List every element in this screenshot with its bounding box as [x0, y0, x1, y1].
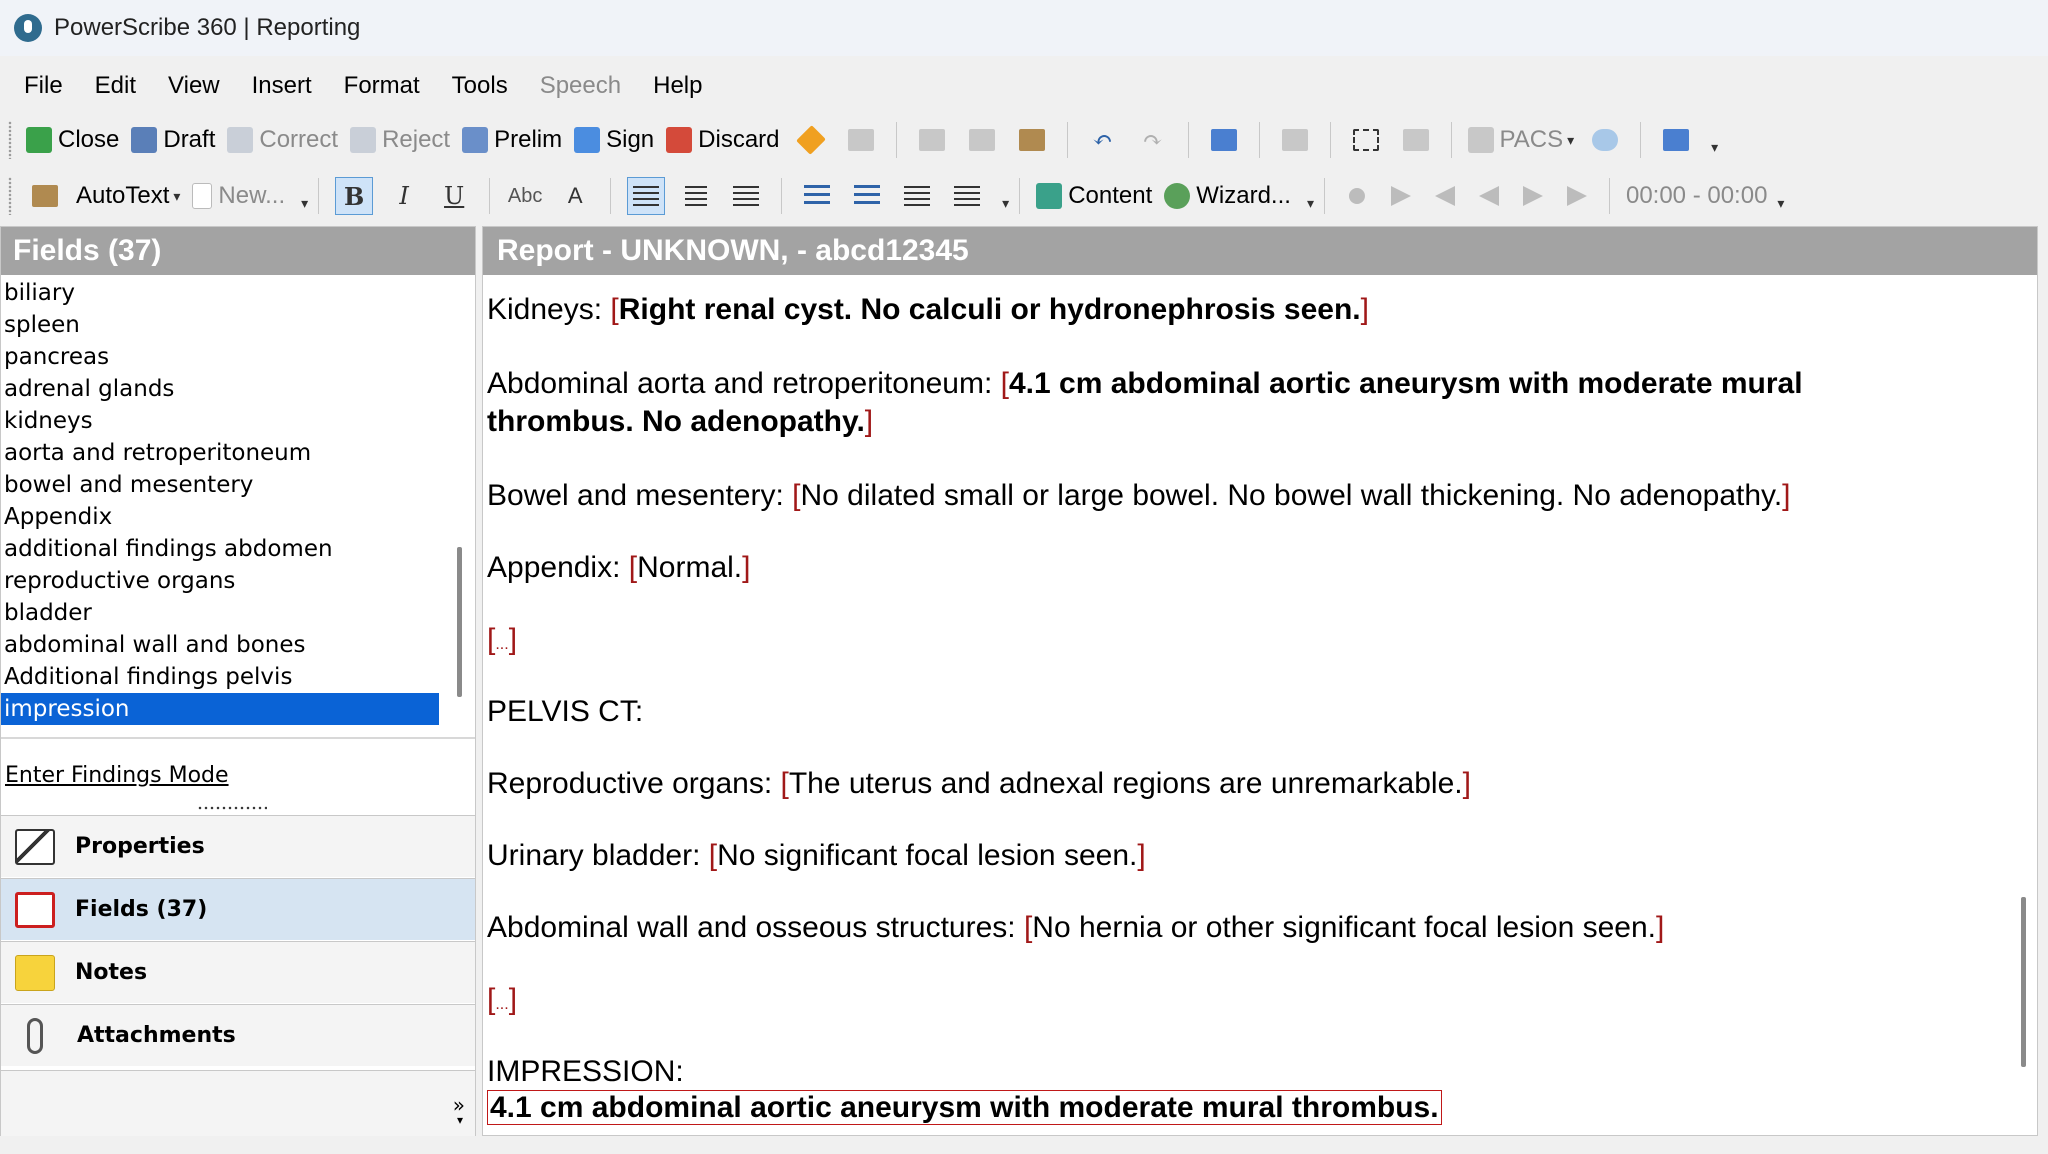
prelim-icon: [462, 127, 488, 153]
pelvis-heading: PELVIS CT:: [487, 695, 644, 728]
draft-button[interactable]: [125, 118, 221, 162]
field-bracket-close: ]: [1462, 767, 1471, 800]
report-line-kidneys: [487, 293, 1369, 327]
align-left-button[interactable]: [627, 177, 665, 215]
menu-insert[interactable]: Insert: [251, 72, 312, 99]
field-label: Bowel and mesentery:: [487, 479, 793, 512]
window-title: PowerScribe 360 | Reporting: [54, 14, 361, 41]
chevron-down-icon: ▾: [173, 187, 181, 204]
skip-end-icon[interactable]: [1567, 186, 1587, 206]
image-icon: [1403, 129, 1429, 151]
toolbar-grip[interactable]: [8, 177, 12, 215]
report-line-appendix: [487, 551, 750, 585]
redo-icon: ↷: [1142, 126, 1163, 154]
separator: [1640, 122, 1641, 158]
separator: [610, 178, 611, 214]
field-value-wall[interactable]: No hernia or other significant focal lesion seen.: [1032, 911, 1656, 944]
sign-icon: [574, 127, 600, 153]
field-bracket-close: ]: [508, 983, 518, 1016]
field-bracket-close: ]: [1655, 911, 1665, 944]
copy-icon: [969, 129, 995, 151]
discard-icon: [666, 127, 692, 153]
discard-label: Discard: [698, 126, 780, 153]
field-bracket-close: ]: [864, 405, 874, 438]
splitter-grip[interactable]: [197, 805, 267, 811]
empty-field-pelvis[interactable]: ...: [495, 996, 509, 1013]
bold-button[interactable]: B: [335, 177, 373, 215]
align-center-icon: [685, 186, 707, 206]
separator: [1067, 122, 1068, 158]
list-item[interactable]: abdominal wall and bones: [4, 632, 306, 658]
content-button[interactable]: [1030, 174, 1158, 218]
report-panel: [482, 226, 2038, 1136]
chevron-down-icon: ▾: [1567, 131, 1575, 148]
redo-button[interactable]: [1134, 121, 1172, 159]
wizard-icon: [1164, 183, 1190, 209]
paste-icon: [1019, 129, 1045, 151]
pacs-label: PACS: [1499, 126, 1564, 153]
menu-file[interactable]: File: [24, 72, 63, 99]
report-toolbar: [0, 114, 2048, 166]
field-value-bladder[interactable]: No significant focal lesion seen.: [717, 839, 1138, 872]
separator: [489, 178, 490, 214]
select-region-button[interactable]: [1347, 121, 1385, 159]
wizard-dropdown-icon[interactable]: ▾: [1306, 196, 1314, 212]
reject-button[interactable]: [344, 118, 456, 162]
undo-button[interactable]: [1084, 121, 1122, 159]
menu-view[interactable]: View: [168, 72, 220, 99]
impression-field-active[interactable]: 4.1 cm abdominal aortic aneurysm with moderate mural thrombus.: [487, 1090, 1442, 1125]
reject-label: Reject: [382, 126, 451, 153]
field-bracket-open: [: [610, 293, 619, 326]
list-item[interactable]: adrenal glands: [4, 376, 175, 402]
field-value-reproductive[interactable]: The uterus and adnexal regions are unremarkable.: [788, 767, 1463, 800]
link-icon: [848, 129, 874, 151]
field-bracket-open: [: [708, 839, 718, 872]
separator: [1324, 178, 1325, 214]
report-line-bladder: [487, 839, 1146, 873]
nav-fields[interactable]: [1, 878, 475, 940]
align-left-icon: [633, 186, 659, 206]
link-button[interactable]: [842, 121, 880, 159]
title-bar: [0, 0, 2048, 56]
rewind-icon[interactable]: [1479, 186, 1499, 206]
report-line-aorta-cont: [487, 405, 873, 439]
draft-label: Draft: [163, 126, 216, 153]
list-item[interactable]: reproductive organs: [4, 568, 236, 594]
cut-button[interactable]: [913, 121, 951, 159]
findings-area: [1, 737, 475, 815]
field-label: Abdominal wall and osseous structures:: [487, 911, 1024, 944]
reject-icon: [350, 127, 376, 153]
field-bracket-open: [: [780, 767, 789, 800]
chevron-down-icon[interactable]: ▾: [456, 1113, 463, 1127]
autotext-icon: [32, 185, 58, 207]
format-overflow-icon[interactable]: ▾: [1002, 196, 1010, 212]
audio-time: 00:00 - 00:00: [1625, 182, 1768, 209]
align-center-button[interactable]: [677, 177, 715, 215]
image-button[interactable]: [1397, 121, 1435, 159]
select-region-icon: [1353, 129, 1379, 151]
copy-button[interactable]: [963, 121, 1001, 159]
prelim-label: Prelim: [494, 126, 563, 153]
separator: [1019, 178, 1020, 214]
bullet-list-icon: [854, 185, 880, 207]
list-item[interactable]: kidneys: [4, 408, 93, 434]
new-button[interactable]: [186, 174, 291, 218]
separator: [781, 178, 782, 214]
field-value-aorta-cont[interactable]: thrombus. No adenopathy.: [487, 405, 865, 438]
list-item[interactable]: biliary: [4, 280, 75, 306]
play-pause-icon[interactable]: [1391, 186, 1411, 206]
separator: [1451, 122, 1452, 158]
pacs-button[interactable]: [1462, 118, 1581, 162]
list-item-selected[interactable]: impression: [1, 693, 439, 725]
menu-edit[interactable]: Edit: [94, 72, 137, 99]
layout-icon: [1663, 129, 1689, 151]
list-item[interactable]: pancreas: [4, 344, 110, 370]
field-label: Appendix:: [487, 551, 629, 584]
increase-indent-button[interactable]: [948, 177, 986, 215]
sign-label: Sign: [606, 126, 655, 153]
format-toolbar: [0, 170, 2048, 222]
report-line-impression: [487, 1091, 1442, 1125]
undo-icon: ↶: [1092, 126, 1113, 154]
italic-button[interactable]: I: [399, 182, 409, 210]
fast-forward-icon[interactable]: [1523, 186, 1543, 206]
spellcheck-icon: [1211, 129, 1237, 151]
field-bracket-close: ]: [742, 551, 751, 584]
field-value-aorta[interactable]: 4.1 cm abdominal aortic aneurysm with moderate mural: [1008, 367, 1803, 400]
spellcheck-button[interactable]: [1205, 121, 1243, 159]
nav-attachments[interactable]: [1, 1004, 475, 1066]
field-bracket-open: [: [487, 983, 496, 1016]
field-value-kidneys[interactable]: Right renal cyst. No calculi or hydronephrosis seen.: [618, 293, 1361, 326]
record-icon[interactable]: [1347, 186, 1367, 206]
forward-button[interactable]: [1276, 121, 1314, 159]
report-editor[interactable]: [483, 275, 2013, 1135]
report-scrollbar[interactable]: [2021, 897, 2026, 1067]
report-line-aorta: [487, 367, 1803, 401]
field-bracket-close: ]: [1782, 479, 1791, 512]
decrease-indent-icon: [904, 186, 930, 206]
cloud-icon: [1592, 129, 1618, 151]
separator: [318, 178, 319, 214]
autotext-icon-button[interactable]: [26, 177, 64, 215]
field-value-appendix[interactable]: Normal.: [637, 551, 743, 584]
toolbar-overflow-icon[interactable]: ▾: [1711, 140, 1719, 156]
properties-icon: [15, 829, 55, 865]
autotext-label: AutoText: [76, 182, 170, 209]
field-bracket-open: [: [1000, 367, 1009, 400]
separator: [1188, 122, 1189, 158]
font-size-icon: A: [567, 183, 583, 208]
align-right-button[interactable]: [727, 177, 765, 215]
field-bracket-close: ]: [1360, 293, 1369, 326]
list-item[interactable]: spleen: [4, 312, 80, 338]
field-label: Abdominal aorta and retroperitoneum:: [487, 367, 1001, 400]
draft-icon: [131, 127, 157, 153]
separator: [1609, 178, 1610, 214]
report-line-bowel: [487, 479, 1791, 513]
fields-panel: [0, 226, 476, 1136]
sign-button[interactable]: [568, 118, 660, 162]
nav-properties-label: Properties: [75, 834, 205, 859]
strikethrough-button[interactable]: Abc: [507, 184, 543, 207]
correct-button[interactable]: [221, 118, 344, 162]
enter-findings-mode-link[interactable]: Enter Findings Mode: [5, 763, 229, 788]
nav-notes-label: Notes: [75, 960, 148, 985]
layout-button[interactable]: [1657, 121, 1695, 159]
notes-icon: [15, 955, 55, 991]
decrease-indent-button[interactable]: [898, 177, 936, 215]
menu-bar: [0, 62, 2048, 110]
fields-panel-header: Fields (37): [1, 227, 475, 275]
close-icon: [26, 127, 52, 153]
align-right-icon: [733, 186, 759, 206]
separator: [896, 122, 897, 158]
report-line-wall: [487, 911, 1664, 945]
numbered-list-icon: [804, 185, 830, 207]
chevron-double-right-icon[interactable]: »: [452, 1093, 465, 1117]
new-label: New...: [218, 182, 286, 209]
list-item[interactable]: bladder: [4, 600, 92, 626]
scissors-icon: [919, 129, 945, 151]
field-bracket-open: [: [1023, 911, 1033, 944]
field-label: Urinary bladder:: [487, 839, 709, 872]
paperclip-icon: [27, 1018, 43, 1054]
menu-speech[interactable]: Speech: [539, 72, 622, 99]
report-line-reproductive: [487, 767, 1471, 801]
list-item[interactable]: Additional findings pelvis: [4, 664, 293, 690]
menu-format[interactable]: Format: [343, 72, 420, 99]
correct-icon: [227, 127, 253, 153]
correct-label: Correct: [259, 126, 339, 153]
report-line-empty-pelvis: [487, 983, 517, 1017]
forward-icon: [1282, 129, 1308, 151]
empty-field-abdomen[interactable]: ...: [495, 636, 509, 653]
pacs-icon: [1468, 127, 1494, 153]
discard-button[interactable]: [660, 118, 785, 162]
field-bracket-open: [: [792, 479, 801, 512]
close-button[interactable]: [20, 118, 125, 162]
nav-overflow-bar: [1, 1070, 475, 1136]
bullet-list-button[interactable]: [848, 177, 886, 215]
nav-notes[interactable]: [1, 941, 475, 1003]
field-value-bowel[interactable]: No dilated small or large bowel. No bowel wall thickening. No adenopathy.: [800, 479, 1783, 512]
close-label: Close: [58, 126, 120, 153]
nav-properties[interactable]: [1, 815, 475, 877]
field-bracket-close: ]: [508, 623, 518, 656]
field-label: Reproductive organs:: [487, 767, 781, 800]
field-label: Kidneys:: [487, 293, 611, 326]
report-line-empty-abdomen: [487, 623, 517, 657]
skip-start-icon[interactable]: [1435, 186, 1455, 206]
fields-icon: [15, 892, 55, 928]
impression-heading: IMPRESSION:: [487, 1055, 684, 1088]
microphone-app-icon: [14, 14, 42, 42]
wizard-label: Wizard...: [1196, 182, 1291, 209]
flag-button[interactable]: [792, 121, 830, 159]
cloud-button[interactable]: [1586, 121, 1624, 159]
audio-overflow-icon[interactable]: ▾: [1777, 196, 1785, 212]
content-icon: [1036, 183, 1062, 209]
increase-indent-icon: [954, 186, 980, 206]
report-header: Report - UNKNOWN, - abcd12345: [483, 227, 2037, 275]
prelim-button[interactable]: [456, 118, 568, 162]
list-item[interactable]: aorta and retroperitoneum: [4, 440, 312, 466]
nav-attachments-label: Attachments: [77, 1023, 236, 1048]
field-bracket-close: ]: [1137, 839, 1146, 872]
autotext-button[interactable]: [70, 174, 186, 218]
nav-fields-label: Fields (37): [75, 897, 208, 922]
new-document-icon: [192, 183, 212, 209]
separator: [1259, 122, 1260, 158]
numbered-list-button[interactable]: [798, 177, 836, 215]
alert-diamond-icon: [796, 125, 826, 155]
content-label: Content: [1068, 182, 1153, 209]
field-bracket-open: [: [628, 551, 638, 584]
field-bracket-open: [: [487, 623, 496, 656]
menu-help[interactable]: Help: [653, 72, 703, 99]
separator: [1330, 122, 1331, 158]
new-dropdown-icon[interactable]: ▾: [301, 196, 309, 212]
wizard-button[interactable]: [1158, 174, 1297, 218]
fields-scrollbar[interactable]: [457, 547, 462, 697]
menu-tools[interactable]: Tools: [451, 72, 508, 99]
font-size-button[interactable]: [556, 177, 594, 215]
list-item[interactable]: additional findings abdomen: [4, 536, 333, 562]
list-item[interactable]: Appendix: [4, 504, 113, 530]
paste-button[interactable]: [1013, 121, 1051, 159]
list-item[interactable]: bowel and mesentery: [4, 472, 254, 498]
underline-button[interactable]: U: [444, 182, 465, 210]
toolbar-grip[interactable]: [8, 121, 12, 159]
